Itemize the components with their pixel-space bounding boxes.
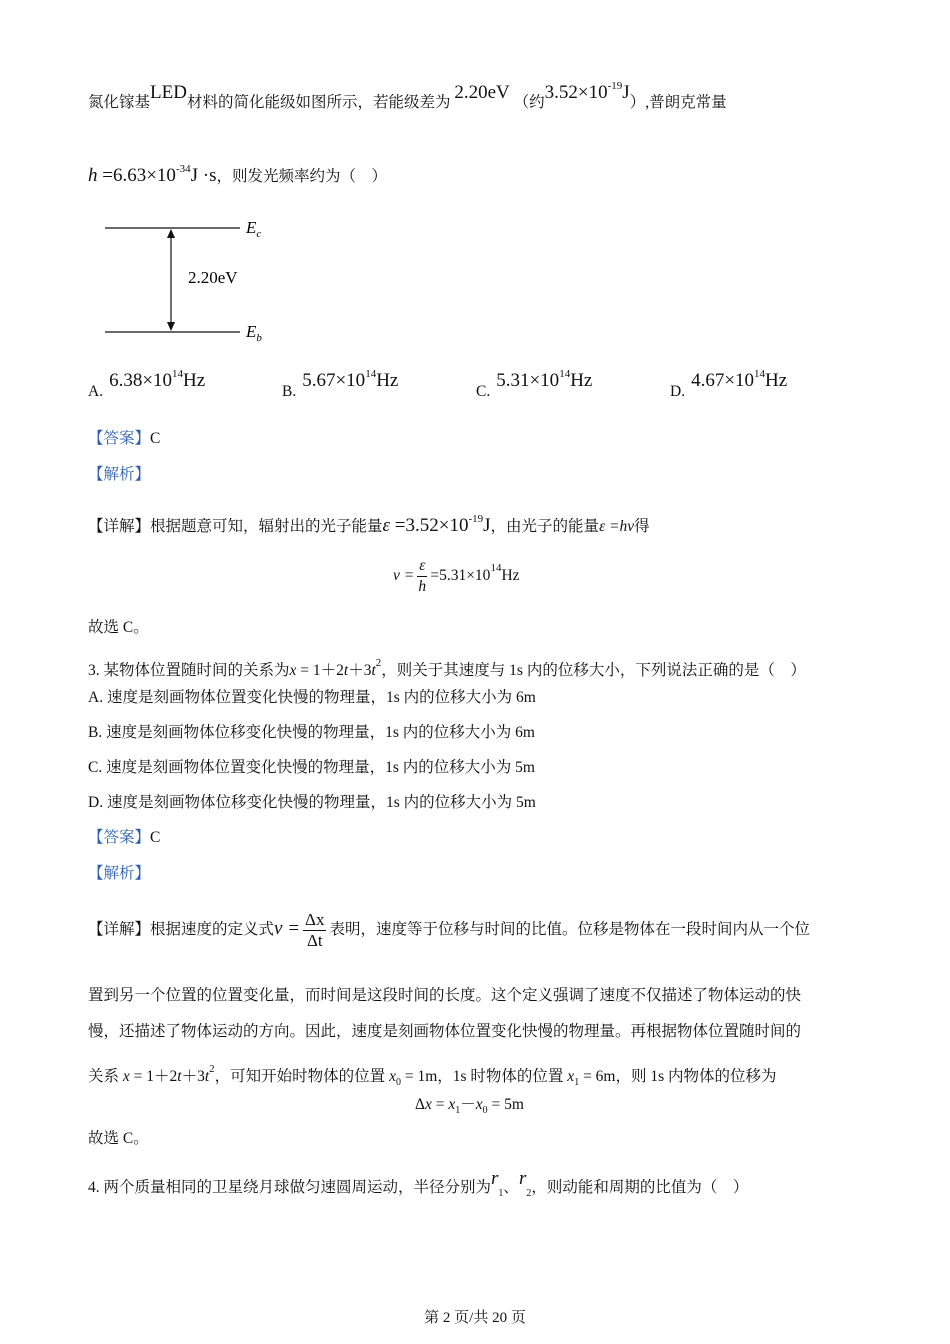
q3-detail-line2: 置到另一个位置的位置变化量，而时间是这段时间的长度。这个定义强调了速度不仅描述了物体运动的快 [88, 987, 802, 1004]
gap-label: 2.20eV [188, 268, 238, 287]
q2-result-formula: ν = $\frac{\varepsilon}{h}$ $=5.31\times 10^{14}Hz$ [393, 557, 520, 595]
q2-option-d[interactable]: $D.4.67\times 10^{14}Hz$ [670, 368, 788, 400]
q2-stem-line1: 氮化镓基LED材料的简化能级如图所示，若能级差为 2.20eV （约$3.52\times 10^{-19}J$）,普朗克常量 [88, 80, 727, 111]
q4-stem: 4. 两个质量相同的卫星绕月球做匀速圆周运动，半径分别为$r_1$、$r_2$，则动能和周期的比值为（ ） [88, 1168, 749, 1199]
page-footer: 第 2 页/共 20 页 [424, 1310, 526, 1326]
q2-analysis-tag: 【解析】 [88, 466, 151, 483]
q3-option-b[interactable]: B. 速度是刻画物体位移变化快慢的物理量，1s 内的位移大小为 6m [88, 724, 535, 741]
q3-option-c[interactable]: C. 速度是刻画物体位置变化快慢的物理量，1s 内的位移大小为 5m [88, 759, 535, 776]
q3-displacement-formula: $\Delta x = x_1-x_0 = 5m$ [415, 1096, 524, 1116]
q3-detail-line1: 【详解】根据速度的定义式v = $\frac{\Delta x}{\Delta t}$ 表明，速度等于位移与时间的比值。位移是物体在一段时间内从一个位 [88, 910, 810, 950]
q2-answer: 【答案】C [88, 430, 161, 447]
q2-option-a[interactable]: $A.6.38\times 10^{14}Hz$ [88, 368, 206, 400]
q3-option-a[interactable]: A. 速度是刻画物体位置变化快慢的物理量，1s 内的位移大小为 6m [88, 689, 536, 706]
q3-detail-line3: 慢，还描述了物体运动的方向。因此，速度是刻画物体位置变化快慢的物理量。再根据物体位置随时间的 [88, 1023, 802, 1040]
q2-option-c[interactable]: $C.5.31\times 10^{14}Hz$ [476, 368, 593, 400]
q2-option-b[interactable]: $B.5.67\times 10^{14}Hz$ [282, 368, 399, 400]
lower-level-label: $E_b$ [246, 322, 262, 342]
q3-stem: 3. 某物体位置随时间的关系为$x = 1+2t+3t^2$，则关于其速度与 1s 内的位移大小，下列说法正确的是（ ） [88, 657, 806, 679]
q3-detail-line4: 关系 $x = 1+2t+3t^2$，可知开始时物体的位置 $x_0 = 1m$，1s 时物体的位置 $x_1 = 6m$，则 1s 内物体的位移为 [88, 1063, 777, 1088]
q3-conclusion: 故选 C。 [88, 1130, 149, 1147]
q2-conclusion: 故选 C。 [88, 619, 149, 636]
q3-answer: 【答案】C [88, 829, 161, 846]
q3-analysis-tag: 【解析】 [88, 865, 151, 882]
energy-level-diagram [100, 212, 300, 342]
q2-detail: 【详解】根据题意可知，辐射出的光子能量$\varepsilon =3.52\times 10^{-19}J$，由光子的能量ε =hν得 [88, 513, 650, 536]
q2-stem-line2: $h =6.63\times 10^{-34}J \cdot s$，则发光频率约为（ ） [88, 163, 387, 186]
upper-level-label: $E_c$ [246, 218, 262, 240]
q3-option-d[interactable]: D. 速度是刻画物体位移变化快慢的物理量，1s 内的位移大小为 5m [88, 794, 536, 811]
